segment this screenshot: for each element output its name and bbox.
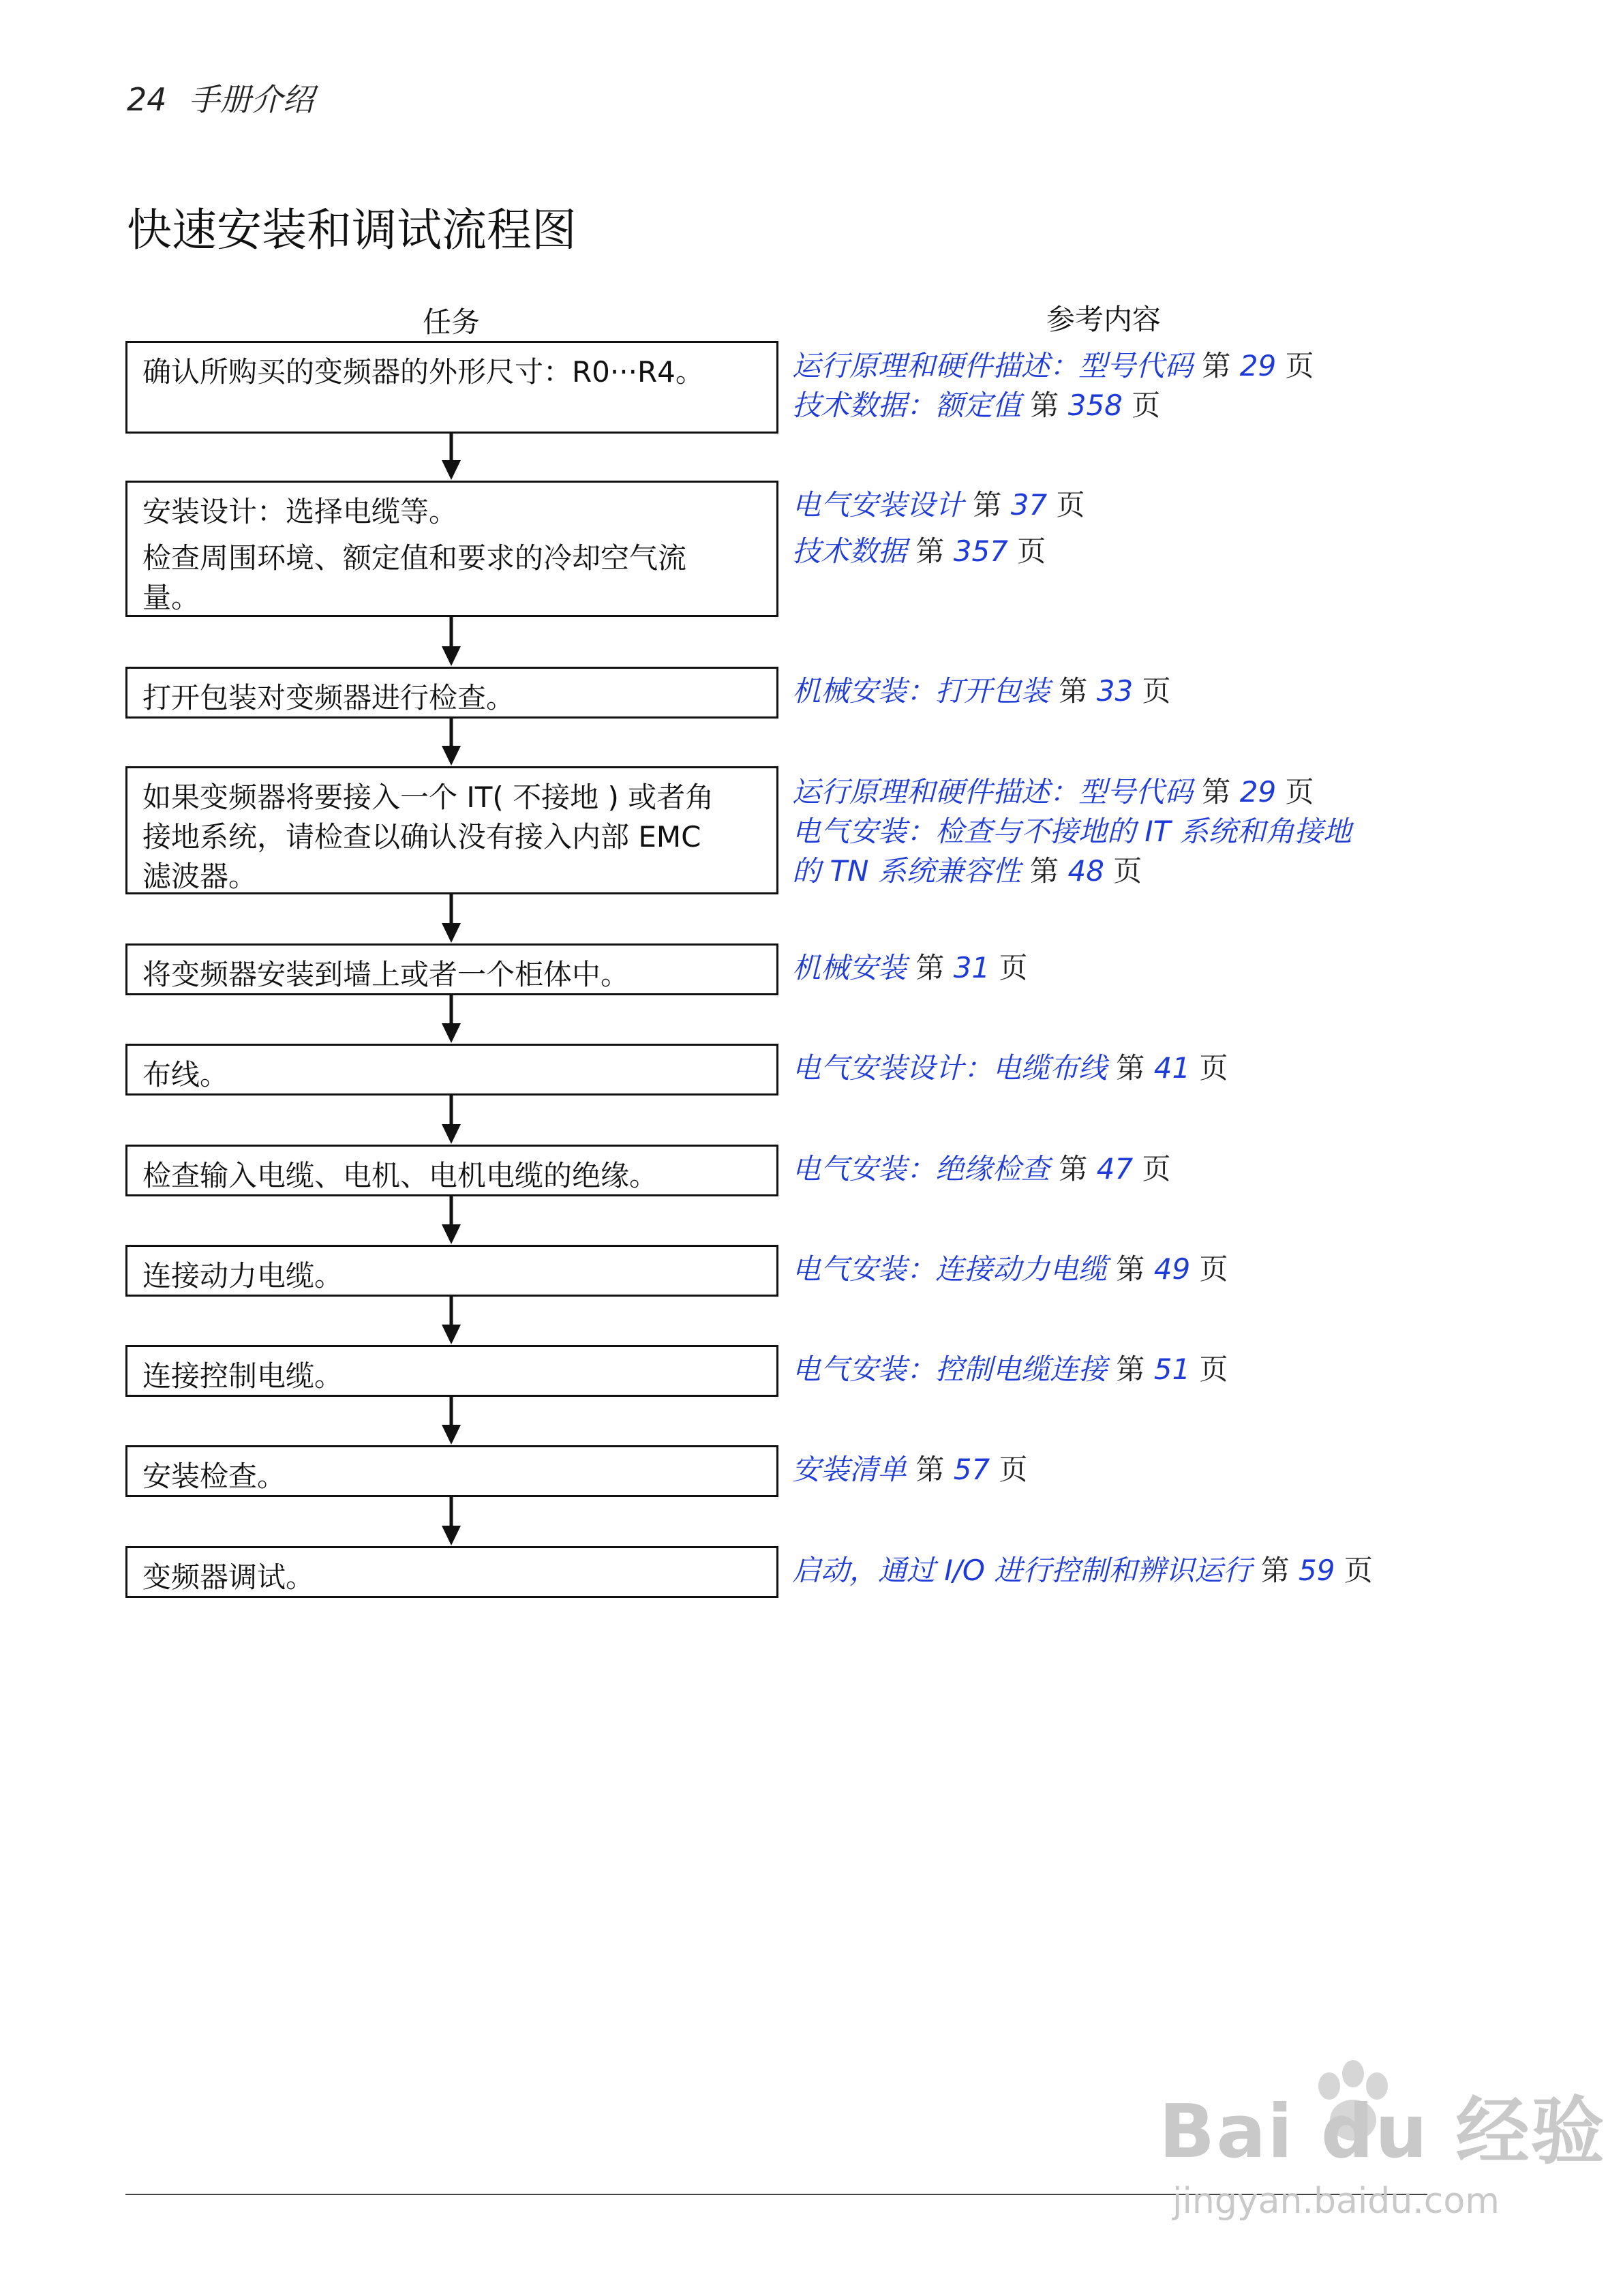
reference-5 — [792, 948, 1028, 988]
task-text: 布线。 — [142, 1058, 229, 1091]
page-ref[interactable]: 48 — [1067, 854, 1104, 888]
task-text: 打开包装对变频器进行检查。 — [142, 681, 515, 714]
flow-arrow-head — [442, 746, 461, 766]
reference-row: 安装清单 第 57 页 — [792, 1453, 1028, 1486]
reference-link[interactable]: 的 TN 系统兼容性 — [792, 854, 1021, 888]
flow-arrow-head — [442, 1023, 461, 1043]
task-box-10 — [125, 1445, 778, 1497]
task-box-6 — [125, 1044, 778, 1096]
reference-link[interactable]: 电气安装：检查与不接地的 IT 系统和角接地 — [792, 815, 1352, 848]
task-text: 量。 — [142, 581, 200, 614]
watermark-url: jingyan.baidu.com — [1172, 2181, 1500, 2222]
reference-row: 技术数据：额定值 第 358 页 — [792, 389, 1161, 422]
reference-row: 机械安装 第 31 页 — [792, 951, 1028, 984]
reference-11 — [792, 1551, 1373, 1590]
reference-row: 电气安装设计 第 37 页 — [792, 488, 1085, 522]
reference-row: 的 TN 系统兼容性 第 48 页 — [792, 854, 1142, 888]
task-text: 滤波器。 — [142, 860, 258, 893]
reference-7 — [792, 1149, 1171, 1189]
reference-row: 技术数据 第 357 页 — [792, 534, 1046, 568]
reference-row: 启动，通过 I/O 进行控制和辨识运行 第 59 页 — [792, 1554, 1373, 1587]
reference-row: 电气安装：绝缘检查 第 47 页 — [792, 1152, 1171, 1185]
task-text: 将变频器安装到墙上或者一个柜体中。 — [142, 958, 630, 991]
task-box-5 — [125, 943, 778, 995]
reference-column-header: 参考内容 — [1046, 303, 1162, 336]
reference-3 — [792, 671, 1171, 711]
reference-2 — [792, 485, 1085, 571]
reference-row: 电气安装：控制电缆连接 第 51 页 — [792, 1353, 1228, 1386]
reference-link[interactable]: 电气安装：控制电缆连接 — [792, 1353, 1108, 1386]
reference-10 — [792, 1450, 1028, 1490]
reference-link[interactable]: 机械安装：打开包装 — [792, 674, 1050, 708]
page-ref[interactable]: 29 — [1239, 349, 1277, 382]
reference-6 — [792, 1048, 1228, 1088]
flow-arrow-head — [442, 1124, 461, 1144]
reference-link[interactable]: 运行原理和硬件描述：型号代码 — [792, 349, 1194, 382]
watermark — [1159, 2072, 1606, 2222]
reference-link[interactable]: 电气安装设计：电缆布线 — [792, 1051, 1108, 1085]
flow-arrow-head — [442, 1224, 461, 1244]
reference-row: 运行原理和硬件描述：型号代码 第 29 页 — [792, 349, 1314, 382]
task-text: 变频器调试。 — [142, 1560, 315, 1594]
page-ref[interactable]: 33 — [1096, 674, 1134, 708]
page-ref[interactable]: 37 — [1010, 488, 1048, 522]
flow-arrow-head — [442, 646, 461, 666]
reference-row: 运行原理和硬件描述：型号代码 第 29 页 — [792, 775, 1314, 809]
task-text: 安装检查。 — [142, 1460, 286, 1493]
flow-arrow-head — [442, 1325, 461, 1344]
page-ref[interactable]: 57 — [953, 1453, 990, 1486]
page-ref[interactable]: 357 — [953, 534, 1008, 568]
reference-row — [792, 812, 1352, 851]
reference-link[interactable]: 电气安装：连接动力电缆 — [792, 1252, 1108, 1286]
reference-4 — [792, 772, 1352, 891]
task-text: 连接动力电缆。 — [142, 1259, 344, 1293]
task-box-9 — [125, 1345, 778, 1397]
flow-arrow-head — [442, 1526, 461, 1545]
page-ref[interactable]: 51 — [1153, 1353, 1191, 1386]
page-number: 24 — [127, 81, 167, 118]
reference-link[interactable]: 电气安装：绝缘检查 — [792, 1152, 1050, 1185]
reference-8 — [792, 1250, 1228, 1289]
task-box-7 — [125, 1145, 778, 1196]
task-text: 检查周围环境、额定值和要求的冷却空气流 — [142, 541, 687, 575]
task-text: 连接控制电缆。 — [142, 1359, 344, 1393]
task-text: 接地系统，请检查以确认没有接入内部 EMC — [142, 820, 701, 854]
task-text: 安装设计：选择电缆等。 — [142, 495, 458, 528]
page-ref[interactable]: 49 — [1153, 1252, 1191, 1286]
flow-arrow-head — [442, 460, 461, 480]
section-name: 手册介绍 — [188, 81, 314, 118]
watermark-brand: Bai du 经验 — [1159, 2089, 1606, 2175]
reference-row: 电气安装：连接动力电缆 第 49 页 — [792, 1252, 1228, 1286]
reference-row: 电气安装设计：电缆布线 第 41 页 — [792, 1051, 1228, 1085]
page-ref[interactable]: 47 — [1096, 1152, 1134, 1185]
reference-link[interactable]: 运行原理和硬件描述：型号代码 — [792, 775, 1194, 809]
reference-link[interactable]: 启动，通过 I/O 进行控制和辨识运行 — [792, 1554, 1252, 1587]
task-text: 检查输入电缆、电机、电机电缆的绝缘。 — [142, 1159, 658, 1192]
reference-1 — [792, 346, 1314, 425]
flow-arrow-head — [442, 923, 461, 943]
reference-row: 机械安装：打开包装 第 33 页 — [792, 674, 1171, 708]
task-text: 确认所购买的变频器的外形尺寸：R0···R4。 — [142, 355, 704, 389]
task-box-4 — [125, 766, 778, 894]
page-ref[interactable]: 59 — [1299, 1554, 1335, 1587]
reference-link[interactable]: 安装清单 — [792, 1453, 907, 1486]
task-box-3 — [125, 667, 778, 719]
page-ref[interactable]: 31 — [953, 951, 990, 984]
task-box-1 — [125, 341, 778, 434]
page-ref[interactable]: 41 — [1153, 1051, 1191, 1085]
task-box-2 — [125, 481, 778, 617]
page-title: 快速安装和调试流程图 — [127, 204, 577, 256]
page-ref[interactable]: 358 — [1067, 389, 1123, 422]
flow-arrow-head — [442, 1425, 461, 1445]
reference-link[interactable]: 技术数据 — [792, 534, 907, 568]
task-text: 如果变频器将要接入一个 IT( 不接地 ) 或者角 — [142, 781, 714, 814]
task-column-header: 任务 — [423, 305, 481, 339]
reference-link[interactable]: 机械安装 — [792, 951, 907, 984]
page-ref[interactable]: 29 — [1239, 775, 1277, 809]
task-box-8 — [125, 1245, 778, 1297]
reference-link[interactable]: 技术数据：额定值 — [792, 389, 1022, 422]
task-box-11 — [125, 1546, 778, 1598]
reference-link[interactable]: 电气安装设计 — [792, 488, 965, 522]
reference-9 — [792, 1350, 1228, 1389]
